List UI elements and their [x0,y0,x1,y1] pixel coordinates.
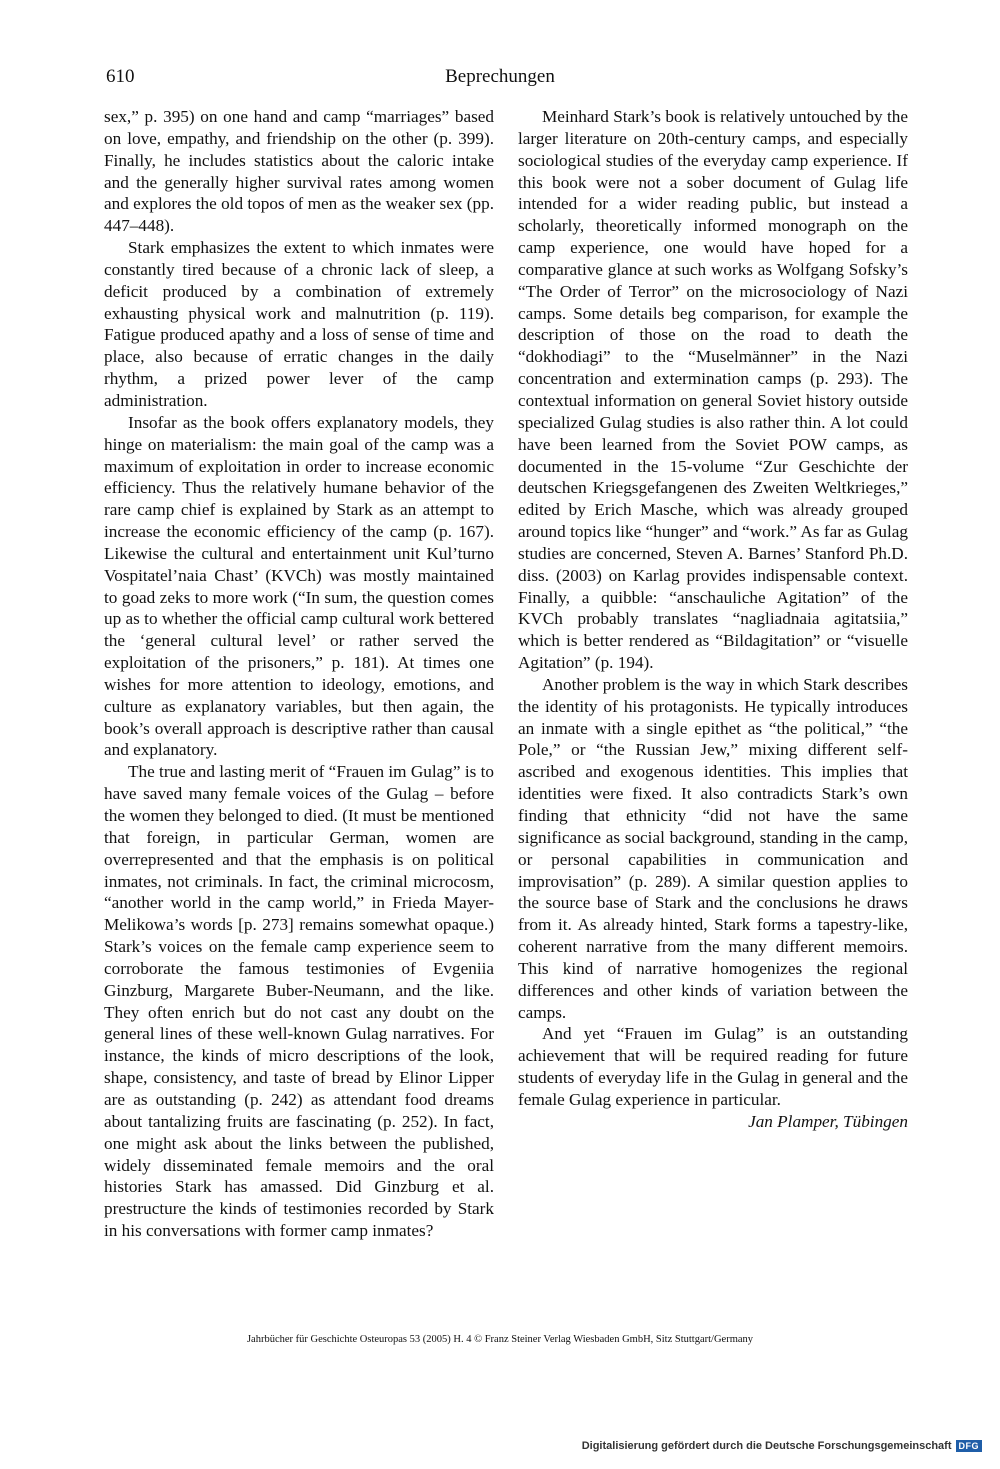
left-column [104,106,494,1242]
left-paragraph-1: sex,” p. 395) on one hand and camp “marriages” based on love, empathy, and friendship on the other (p. 399). Finally, he includes statistics about the caloric intake and the generally higher survival rates among women and explores the old topos of men as the weaker sex (pp. 447–448). [104,107,494,236]
digitization-note-text: Digitalisierung gefördert durch die Deutsche Forschungsgemeinschaft [581,1440,952,1452]
review-signature: Jan Plamper, Tübingen [748,1111,908,1131]
left-paragraph-3: Insofar as the book offers explanatory models, they hinge on materialism: the main goal of the camp was a maximum of exploitation in order to increase economic efficiency. Thus the relatively humane behavior of the rare camp chief is explained by Stark as an attempt to increase the economic efficiency of the camp (p. 167). Likewise the cultural and entertainment unit Kul’turno Vospitatel’naia Chast’ (KVCh) was mostly maintained to goad zeks to more work (“In sum, the question comes up as to whether the official camp cultural work bettered the ‘general cultural level’ or rather served the exploitation of the prisoners,” p. 181). At times one wishes for more attention to ideology, emotions, and culture as explanatory variables, but then again, the book’s overall approach is descriptive rather than causal and explanatory. [104,412,494,760]
right-paragraph-2: Another problem is the way in which Stark describes the identity of his protagonists. He typically introduces an inmate with a single epithet as “the political,” “the Pole,” or “the Russian Jew,” mixing different self-ascribed and exogenous identities. This implies that identities were fixed. It also contradicts Stark’s own finding that ethnicity “did not have the same significance as social background, standing in the camp, or personal capabilities in communication and improvisation” (p. 289). A similar question applies to the source base of Stark and the conclusions he draws from it. As already hinted, Stark forms a tapestry-like, coherent narrative from the many different memoirs. This kind of narrative homogenizes the regional differences and other kinds of variation between the camps. [518,674,908,1022]
running-title: Beprechungen [445,66,555,87]
right-paragraph-3: And yet “Frauen im Gulag” is an outstanding achievement that will be required reading for future students of everyday life in the Gulag in general and the female Gulag experience in particular. [518,1024,908,1109]
right-paragraph-1: Meinhard Stark’s book is relatively untouched by the larger literature on 20th-century camps, and especially sociological studies of the everyday camp experience. If this book were not a sober document of Gulag life intended for a wider reading public, but instead a scholarly, theoretically informed monograph on the camp experience, one would have hoped for a comparative glance at such works as Wolfgang Sofsky’s “The Order of Terror” on the microsociology of Nazi camps. Some details beg comparison, for example the description of those on the road to death the “dokhodiagi” to the “Muselmänner” in the Nazi concentration and extermination camps (p. 293). The contextual information on general Soviet history outside specialized Gulag studies is also rather thin. A lot could have been learned from the Soviet POW camps, as documented in the 15-volume “Zur Geschichte der deutschen Kriegsgefangenen des Zweiten Weltkrieges,” edited by Erich Masche, which was already grouped around topics like “hunger” and “work.” As far as Gulag studies are concerned, Steven A. Barnes’ Stanford Ph.D. diss. (2003) on Karlag provides indispensable context. Finally, a quibble: “anschauliche Agitation” of the KVCh probably translates “nagliadnaia agitatsiia,” which is better rendered as “Bildagitation” or “visuelle Agitation” (p. 194). [518,107,908,673]
digitization-note [582,1440,982,1452]
dfg-logo-icon: DFG [956,1440,983,1452]
left-paragraph-4: The true and lasting merit of “Frauen im Gulag” is to have saved many female voices of the Gulag – before the women they belonged to died. (It must be mentioned that foreign, in particular German, women are overrepresented and that the emphasis is on political inmates, not criminals. In fact, the criminal microcosm, “another world in the camp world,” in Frieda Mayer-Melikowa’s words [p. 273] remains somewhat opaque.) Stark’s voices on the female camp experience seem to corroborate the famous testimonies of Evgeniia Ginzburg, Margarete Buber-Neumann, and the like. They often enrich but do not cast any doubt on the general lines of these well-known Gulag narratives. For instance, the kinds of micro descriptions of the look, shape, consistency, and taste of bread by Elinor Lipper are as outstanding (p. 242) as attendant food dreams about tantalizing fruits are fascinating (p. 252). In fact, one might ask about the links between the published, widely disseminated female memoirs and the oral histories Stark has amassed. Did Ginzburg et al. prestructure the kinds of testimonies recorded by Stark in his conversations with former camp inmates? [104,762,494,1241]
journal-citation: Jahrbücher für Geschichte Osteuropas 53 (2005) H. 4 © Franz Steiner Verlag Wiesbaden GmbH, Sitz Stuttgart/Germany [246,1334,754,1345]
page-number: 610 [106,66,135,87]
left-paragraph-2: Stark emphasizes the extent to which inmates were constantly tired because of a chronic lack of sleep, a deficit produced by a combination of extremely exhausting physical work and malnutrition (p. 119). Fatigue produced apathy and a loss of sense of time and place, also because of erratic changes in the daily rhythm, a prized power lever of the camp administration. [104,238,494,410]
right-column [518,106,908,1133]
